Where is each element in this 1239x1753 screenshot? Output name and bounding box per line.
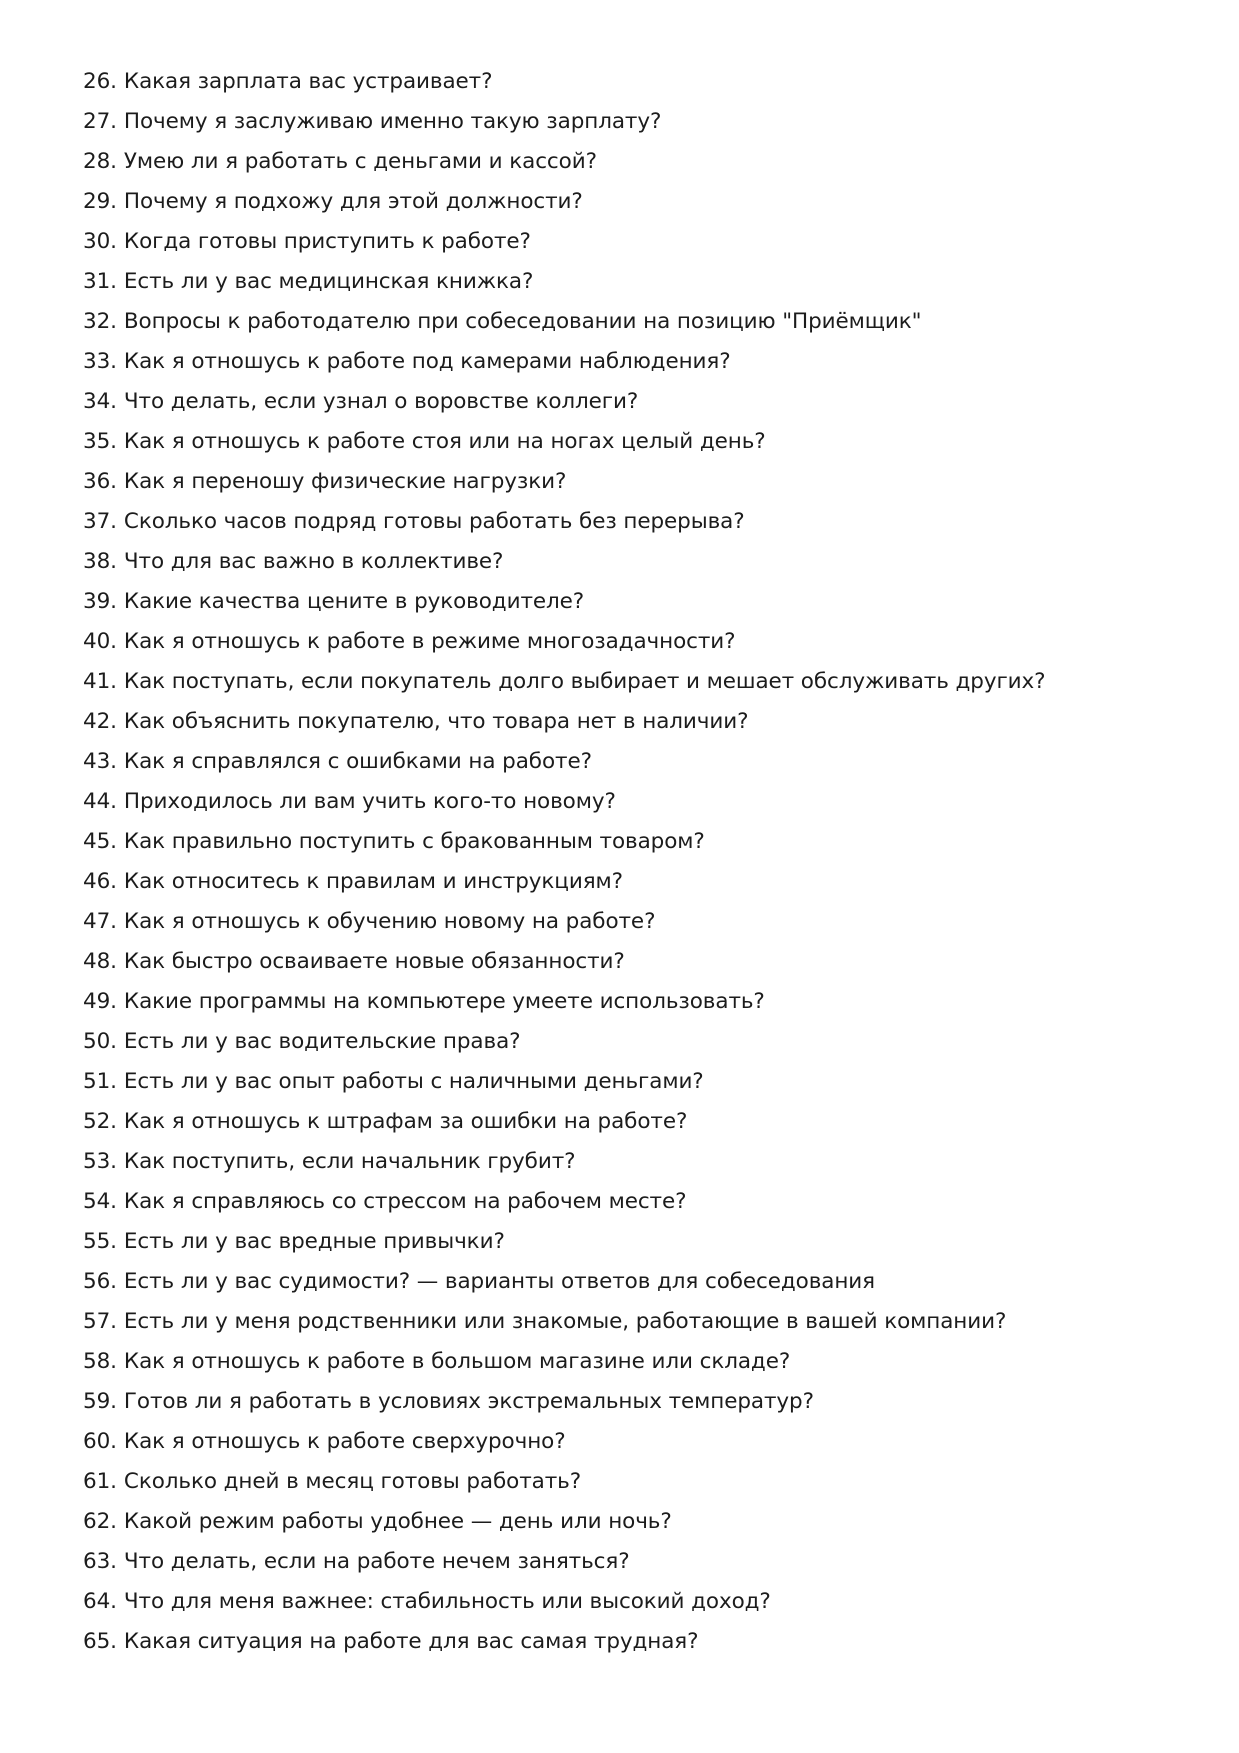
item-number: 34. [83, 388, 117, 414]
item-number: 50. [83, 1028, 117, 1054]
list-item [83, 501, 1183, 541]
item-number: 47. [83, 908, 117, 934]
item-text: Приходилось ли вам учить кого-то новому? [123, 788, 616, 814]
list-item [83, 1221, 1183, 1261]
item-number: 31. [83, 268, 117, 294]
item-text: Есть ли у вас водительские права? [123, 1028, 521, 1054]
item-text: Сколько часов подряд готовы работать без перерыва? [123, 508, 745, 534]
question-list [83, 61, 1183, 1661]
item-text: Как относитесь к правилам и инструкциям? [123, 868, 623, 894]
item-text: Как я отношусь к обучению новому на работе? [123, 908, 656, 934]
item-text: Почему я подхожу для этой должности? [123, 188, 583, 214]
item-number: 52. [83, 1108, 117, 1134]
item-number: 29. [83, 188, 117, 214]
list-item [83, 261, 1183, 301]
item-text: Как я отношусь к работе под камерами наблюдения? [123, 348, 731, 374]
item-number: 48. [83, 948, 117, 974]
item-number: 33. [83, 348, 117, 374]
list-item [83, 141, 1183, 181]
item-text: Как объяснить покупателю, что товара нет в наличии? [123, 708, 749, 734]
list-item [83, 1581, 1183, 1621]
list-item [83, 301, 1183, 341]
list-item [83, 1261, 1183, 1301]
list-item [83, 1341, 1183, 1381]
item-text: Как поступить, если начальник грубит? [123, 1148, 576, 1174]
item-number: 65. [83, 1628, 117, 1654]
item-number: 57. [83, 1308, 117, 1334]
list-item [83, 1101, 1183, 1141]
item-number: 44. [83, 788, 117, 814]
list-item [83, 661, 1183, 701]
list-item [83, 541, 1183, 581]
list-item [83, 941, 1183, 981]
list-item [83, 1141, 1183, 1181]
item-number: 45. [83, 828, 117, 854]
list-item [83, 701, 1183, 741]
item-number: 28. [83, 148, 117, 174]
item-text: Как я переношу физические нагрузки? [123, 468, 567, 494]
list-item [83, 101, 1183, 141]
list-item [83, 61, 1183, 101]
list-item [83, 381, 1183, 421]
list-item [83, 1501, 1183, 1541]
item-text: Какой режим работы удобнее — день или ночь? [123, 1508, 672, 1534]
list-item [83, 1621, 1183, 1661]
item-number: 49. [83, 988, 117, 1014]
list-item [83, 181, 1183, 221]
item-text: Как я отношусь к работе сверхурочно? [123, 1428, 566, 1454]
item-text: Готов ли я работать в условиях экстремальных температур? [123, 1388, 814, 1414]
item-number: 43. [83, 748, 117, 774]
item-text: Есть ли у вас вредные привычки? [123, 1228, 505, 1254]
item-text: Есть ли у вас судимости? — варианты ответов для собеседования [123, 1268, 876, 1294]
item-number: 63. [83, 1548, 117, 1574]
item-text: Когда готовы приступить к работе? [123, 228, 531, 254]
item-number: 51. [83, 1068, 117, 1094]
item-text: Как правильно поступить с бракованным товаром? [123, 828, 705, 854]
item-text: Почему я заслуживаю именно такую зарплату? [123, 108, 662, 134]
list-item [83, 1421, 1183, 1461]
item-text: Что делать, если узнал о воровстве коллеги? [123, 388, 639, 414]
item-text: Вопросы к работодателю при собеседовании на позицию "Приёмщик" [123, 308, 922, 334]
list-item [83, 1061, 1183, 1101]
item-text: Как я справлялся с ошибками на работе? [123, 748, 592, 774]
list-item [83, 901, 1183, 941]
item-number: 27. [83, 108, 117, 134]
item-number: 61. [83, 1468, 117, 1494]
item-text: Какая зарплата вас устраивает? [123, 68, 493, 94]
list-item [83, 1381, 1183, 1421]
item-number: 38. [83, 548, 117, 574]
item-text: Сколько дней в месяц готовы работать? [123, 1468, 582, 1494]
item-text: Как быстро осваиваете новые обязанности? [123, 948, 625, 974]
item-number: 39. [83, 588, 117, 614]
list-item [83, 461, 1183, 501]
item-text: Как я отношусь к работе в режиме многозадачности? [123, 628, 736, 654]
item-number: 42. [83, 708, 117, 734]
item-text: Как я отношусь к работе в большом магазине или складе? [123, 1348, 791, 1374]
item-text: Какие программы на компьютере умеете использовать? [123, 988, 765, 1014]
list-item [83, 1181, 1183, 1221]
item-text: Какие качества цените в руководителе? [123, 588, 585, 614]
item-number: 60. [83, 1428, 117, 1454]
item-text: Как я отношусь к штрафам за ошибки на работе? [123, 1108, 688, 1134]
list-item [83, 741, 1183, 781]
list-item [83, 621, 1183, 661]
list-item [83, 1541, 1183, 1581]
list-item [83, 1021, 1183, 1061]
item-number: 58. [83, 1348, 117, 1374]
item-text: Есть ли у вас медицинская книжка? [123, 268, 534, 294]
item-text: Что для вас важно в коллективе? [123, 548, 504, 574]
item-number: 36. [83, 468, 117, 494]
item-text: Есть ли у меня родственники или знакомые, работающие в вашей компании? [123, 1308, 1007, 1334]
item-number: 64. [83, 1588, 117, 1614]
item-number: 59. [83, 1388, 117, 1414]
item-number: 54. [83, 1188, 117, 1214]
list-item [83, 1461, 1183, 1501]
item-number: 46. [83, 868, 117, 894]
item-number: 37. [83, 508, 117, 534]
list-item [83, 981, 1183, 1021]
item-number: 41. [83, 668, 117, 694]
item-text: Какая ситуация на работе для вас самая трудная? [123, 1628, 699, 1654]
item-number: 26. [83, 68, 117, 94]
item-number: 55. [83, 1228, 117, 1254]
item-text: Есть ли у вас опыт работы с наличными деньгами? [123, 1068, 704, 1094]
item-text: Что для меня важнее: стабильность или высокий доход? [123, 1588, 771, 1614]
item-text: Как поступать, если покупатель долго выбирает и мешает обслуживать других? [123, 668, 1046, 694]
list-item [83, 581, 1183, 621]
item-text: Как я справляюсь со стрессом на рабочем месте? [123, 1188, 687, 1214]
list-item [83, 421, 1183, 461]
list-item [83, 781, 1183, 821]
item-number: 62. [83, 1508, 117, 1534]
item-text: Как я отношусь к работе стоя или на ногах целый день? [123, 428, 766, 454]
item-text: Умею ли я работать с деньгами и кассой? [123, 148, 597, 174]
item-number: 35. [83, 428, 117, 454]
item-number: 56. [83, 1268, 117, 1294]
list-item [83, 221, 1183, 261]
item-text: Что делать, если на работе нечем заняться? [123, 1548, 630, 1574]
item-number: 40. [83, 628, 117, 654]
item-number: 53. [83, 1148, 117, 1174]
item-number: 30. [83, 228, 117, 254]
list-item [83, 1301, 1183, 1341]
list-item [83, 821, 1183, 861]
list-item [83, 861, 1183, 901]
item-number: 32. [83, 308, 117, 334]
list-item [83, 341, 1183, 381]
